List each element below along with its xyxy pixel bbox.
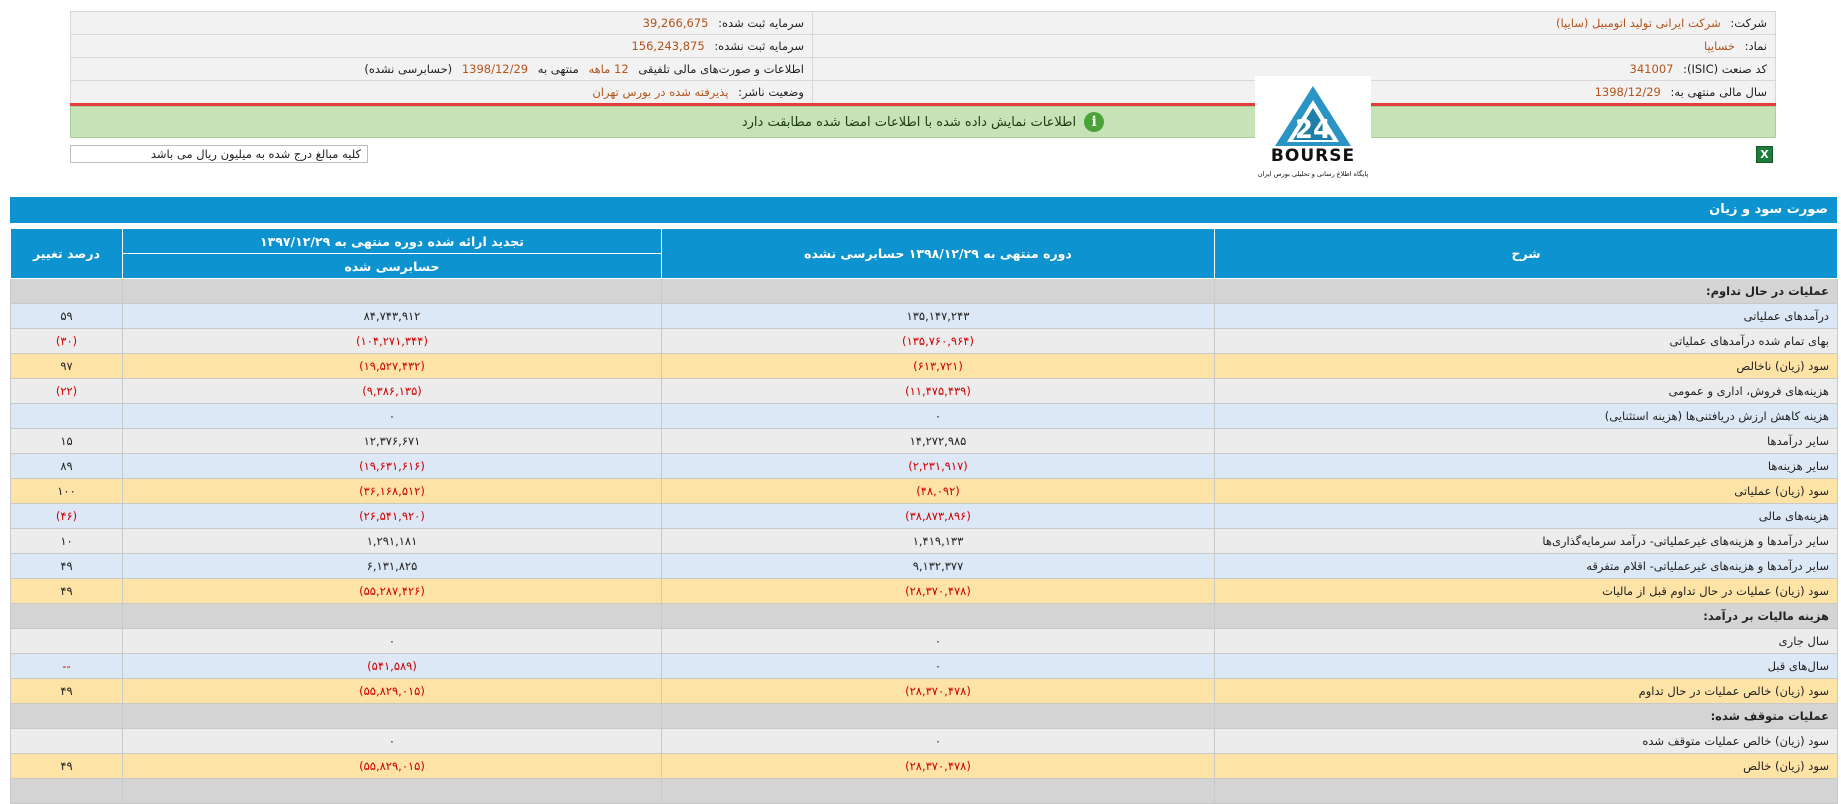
table-row (11, 579, 1838, 604)
row-change-percent: ۹۷ (11, 354, 123, 379)
report-prefix: اطلاعات و صورت‌های مالی تلفیقی (638, 62, 804, 76)
table-row (11, 454, 1838, 479)
table-row (11, 679, 1838, 704)
header-previous-audited: حسابرسی شده (123, 254, 662, 279)
row-description: سود (زیان) خالص عملیات در حال تداوم (1215, 679, 1838, 704)
row-current-value: ۰ (662, 629, 1215, 654)
header-row (11, 229, 1838, 254)
logo-word: BOURSE (1270, 146, 1356, 166)
row-change-percent: ۱۰۰ (11, 479, 123, 504)
unregistered-capital-value: 156,243,875 (631, 39, 705, 53)
logo-mark-text: 24 (1294, 115, 1332, 145)
unit-note: کلیه مبالغ درج شده به میلیون ریال می باشد (70, 145, 368, 163)
row-description: سال‌های قبل (1215, 654, 1838, 679)
row-previous-value: ۶,۱۳۱,۸۲۵ (123, 554, 662, 579)
report-mid: منتهی به (537, 62, 579, 76)
row-change-percent: ۴۹ (11, 554, 123, 579)
row-current-value: ۱,۴۱۹,۱۳۳ (662, 529, 1215, 554)
income-statement-table (10, 228, 1838, 804)
table-row (11, 654, 1838, 679)
company-label: شرکت: (1730, 16, 1767, 30)
bourse-logo (1255, 76, 1371, 184)
row-change-percent: (۴۶) (11, 504, 123, 529)
row-change-percent (11, 404, 123, 429)
row-previous-value: (۵۵,۸۲۹,۰۱۵) (123, 754, 662, 779)
row-previous-value: (۲۶,۵۴۱,۹۲۰) (123, 504, 662, 529)
table-row (11, 379, 1838, 404)
row-change-percent (11, 629, 123, 654)
row-current-value: (۱۱,۴۷۵,۴۳۹) (662, 379, 1215, 404)
table-row (11, 304, 1838, 329)
row-current-value (662, 279, 1215, 304)
row-description: عملیات در حال تداوم: (1215, 279, 1838, 304)
row-description: عملیات متوقف شده: (1215, 704, 1838, 729)
row-change-percent: ۸۹ (11, 454, 123, 479)
notice-text: اطلاعات نمایش داده شده با اطلاعات امضا شده مطابقت دارد (741, 114, 1077, 130)
row-previous-value: ۱۲,۳۷۶,۶۷۱ (123, 429, 662, 454)
report-status: (حسابرسی نشده) (364, 62, 453, 76)
row-previous-value: ۰ (123, 729, 662, 754)
row-current-value: ۱۴,۲۷۲,۹۸۵ (662, 429, 1215, 454)
row-description: سایر درآمدها و هزینه‌های غیرعملیاتی- درآمد سرمایه‌گذاری‌ها (1215, 529, 1838, 554)
symbol-label: نماد: (1744, 39, 1767, 53)
fiscal-year-value: 1398/12/29 (1594, 85, 1661, 99)
row-current-value (662, 779, 1215, 804)
section-header-row (11, 279, 1838, 304)
row-previous-value: (۳۶,۱۶۸,۵۱۲) (123, 479, 662, 504)
row-previous-value: ۰ (123, 629, 662, 654)
table-row (11, 554, 1838, 579)
section-header-row (11, 704, 1838, 729)
table-row (11, 404, 1838, 429)
info-row (71, 12, 1776, 35)
row-change-percent: (۳۰) (11, 329, 123, 354)
row-previous-value (123, 279, 662, 304)
row-current-value: ۹,۱۳۲,۳۷۷ (662, 554, 1215, 579)
row-description: سایر درآمدها (1215, 429, 1838, 454)
row-current-value: (۲,۲۳۱,۹۱۷) (662, 454, 1215, 479)
row-description: درآمدهای عملیاتی (1215, 304, 1838, 329)
row-change-percent: ۴۹ (11, 579, 123, 604)
report-date: 1398/12/29 (461, 62, 529, 76)
capital-value: 39,266,675 (642, 16, 709, 30)
company-info-table (70, 11, 1776, 104)
row-current-value: ۰ (662, 404, 1215, 429)
info-icon: i (1084, 112, 1104, 132)
row-current-value: (۲۸,۳۷۰,۴۷۸) (662, 679, 1215, 704)
symbol-cell (813, 35, 1776, 58)
header-change-percent: درصد تغییر (11, 229, 123, 279)
row-description: سود (زیان) خالص (1215, 754, 1838, 779)
section-title: صورت سود و زیان (10, 197, 1837, 223)
row-description (1215, 779, 1838, 804)
unregistered-capital-cell (71, 35, 813, 58)
row-previous-value: (۱۹,۶۳۱,۶۱۶) (123, 454, 662, 479)
row-description: سایر درآمدها و هزینه‌های غیرعملیاتی- اقلام متفرقه (1215, 554, 1838, 579)
header-previous-period: تجدید ارائه شده دوره منتهی به ۱۳۹۷/۱۲/۲۹ (123, 229, 662, 254)
header-desc: شرح (1215, 229, 1838, 279)
row-previous-value (123, 704, 662, 729)
row-change-percent (11, 779, 123, 804)
row-current-value: ۰ (662, 654, 1215, 679)
row-current-value (662, 604, 1215, 629)
unregistered-capital-label: سرمایه ثبت نشده: (714, 39, 804, 53)
company-cell (813, 12, 1776, 35)
row-current-value: (۳۸,۸۷۳,۸۹۶) (662, 504, 1215, 529)
row-description: سود (زیان) خالص عملیات متوقف شده (1215, 729, 1838, 754)
info-row (71, 35, 1776, 58)
row-description: سود (زیان) عملیاتی (1215, 479, 1838, 504)
report-months: 12 ماهه (588, 62, 629, 76)
row-previous-value: (۵۵,۲۸۷,۴۲۶) (123, 579, 662, 604)
row-current-value (662, 704, 1215, 729)
table-row (11, 504, 1838, 529)
row-previous-value: ۸۴,۷۴۳,۹۱۲ (123, 304, 662, 329)
section-header-row (11, 604, 1838, 629)
row-change-percent: ۴۹ (11, 679, 123, 704)
row-current-value: (۶۱۳,۷۲۱) (662, 354, 1215, 379)
row-change-percent: (۲۲) (11, 379, 123, 404)
row-previous-value: ۰ (123, 404, 662, 429)
row-description: بهای تمام شده درآمدهای عملیاتی (1215, 329, 1838, 354)
table-row (11, 354, 1838, 379)
row-current-value: (۱۳۵,۷۶۰,۹۶۴) (662, 329, 1215, 354)
row-change-percent: -- (11, 654, 123, 679)
row-current-value: ۰ (662, 729, 1215, 754)
report-cell (71, 58, 813, 81)
info-row (71, 81, 1776, 104)
row-description: سود (زیان) ناخالص (1215, 354, 1838, 379)
row-change-percent (11, 279, 123, 304)
row-previous-value: (۵۴۱,۵۸۹) (123, 654, 662, 679)
info-row (71, 58, 1776, 81)
row-change-percent (11, 604, 123, 629)
isic-label: کد صنعت (ISIC): (1683, 62, 1767, 76)
row-current-value: (۲۸,۳۷۰,۴۷۸) (662, 579, 1215, 604)
capital-label: سرمایه ثبت شده: (718, 16, 804, 30)
row-previous-value: (۱۹,۵۲۷,۴۳۲) (123, 354, 662, 379)
logo-subtitle: پایگاه اطلاع رسانی و تحلیلی بورس ایران (1257, 170, 1369, 178)
row-description: سود (زیان) عملیات در حال تداوم قبل از مالیات (1215, 579, 1838, 604)
table-row (11, 429, 1838, 454)
row-change-percent: ۴۹ (11, 754, 123, 779)
row-current-value: (۴۸,۰۹۲) (662, 479, 1215, 504)
row-previous-value: (۵۵,۸۲۹,۰۱۵) (123, 679, 662, 704)
excel-export-icon[interactable]: X (1756, 146, 1773, 163)
table-row (11, 329, 1838, 354)
row-change-percent (11, 704, 123, 729)
row-change-percent: ۵۹ (11, 304, 123, 329)
row-description: هزینه کاهش ارزش دریافتنی‌ها (هزینه استثنایی) (1215, 404, 1838, 429)
row-description: هزینه‌های فروش، اداری و عمومی (1215, 379, 1838, 404)
header-current-period: دوره منتهی به ۱۳۹۸/۱۲/۲۹ حسابرسی نشده (662, 229, 1215, 279)
table-row (11, 479, 1838, 504)
table-row (11, 629, 1838, 654)
fiscal-year-label: سال مالی منتهی به: (1670, 85, 1767, 99)
row-description: هزینه مالیات بر درآمد: (1215, 604, 1838, 629)
row-current-value: (۲۸,۳۷۰,۴۷۸) (662, 754, 1215, 779)
company-link[interactable]: شرکت ایرانی تولید اتومبیل (سایپا) (1556, 16, 1721, 30)
row-description: سال جاری (1215, 629, 1838, 654)
isic-value: 341007 (1629, 62, 1674, 76)
logo-mark-icon (1273, 84, 1353, 148)
row-previous-value (123, 779, 662, 804)
row-previous-value: (۹,۳۸۶,۱۳۵) (123, 379, 662, 404)
row-previous-value (123, 604, 662, 629)
table-row (11, 729, 1838, 754)
row-change-percent: ۱۰ (11, 529, 123, 554)
section-header-row (11, 779, 1838, 804)
signature-match-notice (70, 106, 1776, 138)
capital-cell (71, 12, 813, 35)
row-previous-value: (۱۰۴,۲۷۱,۳۴۴) (123, 329, 662, 354)
table-row (11, 529, 1838, 554)
symbol-link[interactable]: خسایپا (1703, 39, 1735, 53)
publisher-status-value: پذیرفته شده در بورس تهران (592, 85, 729, 99)
row-description: هزینه‌های مالی (1215, 504, 1838, 529)
publisher-status-cell (71, 81, 813, 104)
row-previous-value: ۱,۲۹۱,۱۸۱ (123, 529, 662, 554)
row-current-value: ۱۳۵,۱۴۷,۲۴۳ (662, 304, 1215, 329)
publisher-status-label: وضعیت ناشر: (738, 85, 804, 99)
row-description: سایر هزینه‌ها (1215, 454, 1838, 479)
row-change-percent (11, 729, 123, 754)
row-change-percent: ۱۵ (11, 429, 123, 454)
